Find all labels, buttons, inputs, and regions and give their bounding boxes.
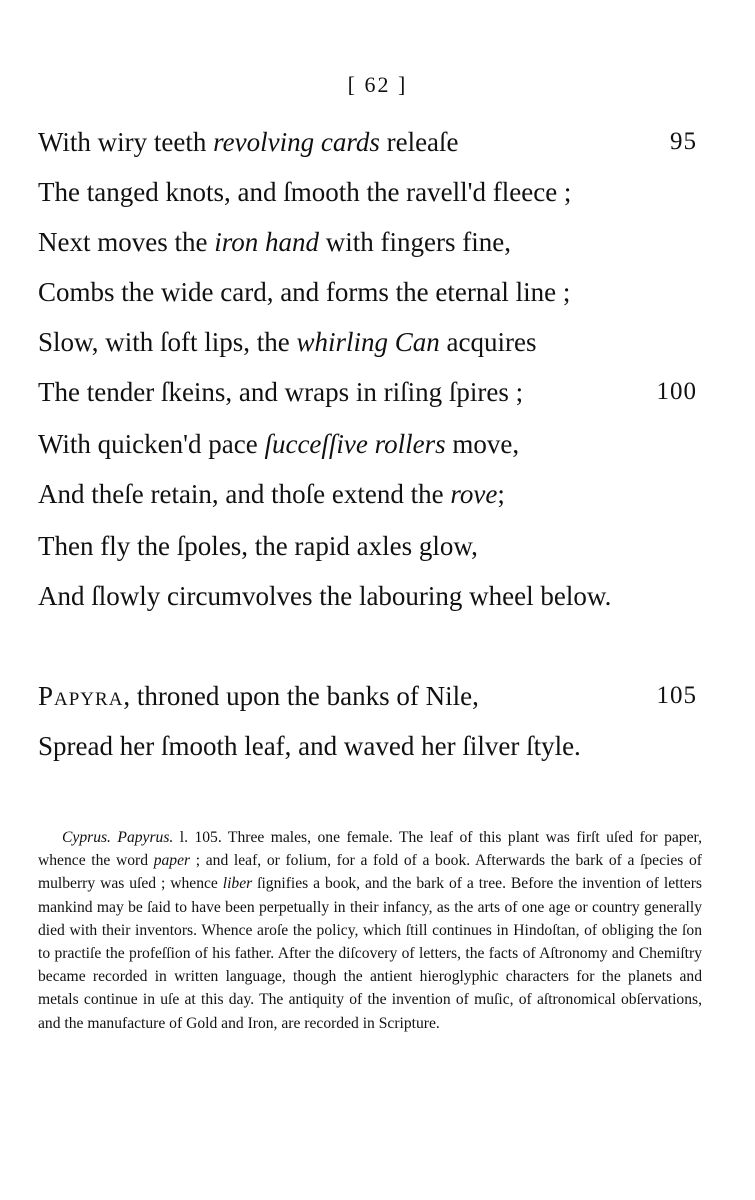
- verse-line: [38, 576, 703, 616]
- verse-line: [38, 726, 703, 766]
- verse-text: And theſe retain, and thoſe extend the rove;: [38, 479, 505, 509]
- footnote: Cyprus. Papyrus. l. 105. Three males, one female. The leaf of this plant was firſt uſed for paper, whence the word paper ; and leaf, or folium, for a fold of a book. Afterwards the bark of a ſpecies of mulberry was uſed ; whence liber ſignifies a book, and the bark of a tree. Before the invention of letters mankind may be ſaid to have been perpetually in their infancy, as the arts of one age or country generally died with their inventors. Whence aroſe the policy, which ſtill continues in Hindoſtan, of obliging the ſon to practiſe the profeſſion of his father. After the diſcovery of letters, the facts of Aſtronomy and Chemiſtry became recorded in written language, though the antient hieroglyphic characters for the planets and metals continue in uſe at this day. The antiquity of the invention of muſic, of aſtronomical obſervations, and the manufacture of Gold and Iron, are recorded in Scripture.: [38, 829, 702, 1032]
- page-number: [ 62 ]: [347, 72, 408, 97]
- verse-line: [38, 322, 703, 362]
- verse-line: [38, 676, 703, 716]
- line-number: 95: [670, 128, 697, 155]
- verse-text: Next moves the iron hand with fingers fine,: [38, 227, 511, 257]
- verse-text: And ſlowly circumvolves the labouring wheel below.: [38, 581, 612, 611]
- verse-text: Then fly the ſpoles, the rapid axles glow,: [38, 531, 478, 561]
- verse-line: [38, 526, 703, 566]
- verse-line: [38, 372, 703, 412]
- verse-line: [38, 424, 703, 464]
- line-number: 105: [656, 682, 697, 709]
- verse-line: [38, 122, 703, 162]
- verse-text: With quicken'd pace ſucceſſive rollers move,: [38, 429, 520, 459]
- verse-text: With wiry teeth revolving cards releaſe: [38, 127, 459, 157]
- verse-text: Spread her ſmooth leaf, and waved her ſilver ſtyle.: [38, 731, 581, 761]
- verse-line: [38, 474, 703, 514]
- verse-line: [38, 222, 703, 262]
- verse-line: [38, 172, 703, 212]
- verse-line: [38, 272, 703, 312]
- verse-text: Papyra, throned upon the banks of Nile,: [38, 681, 479, 711]
- verse-text: The tanged knots, and ſmooth the ravell'd fleece ;: [38, 177, 572, 207]
- line-number: 100: [656, 378, 697, 405]
- verse-text: Combs the wide card, and forms the eternal line ;: [38, 277, 571, 307]
- verse-text: The tender ſkeins, and wraps in riſing ſpires ;: [38, 377, 524, 407]
- verse-text: Slow, with ſoft lips, the whirling Can acquires: [38, 327, 537, 357]
